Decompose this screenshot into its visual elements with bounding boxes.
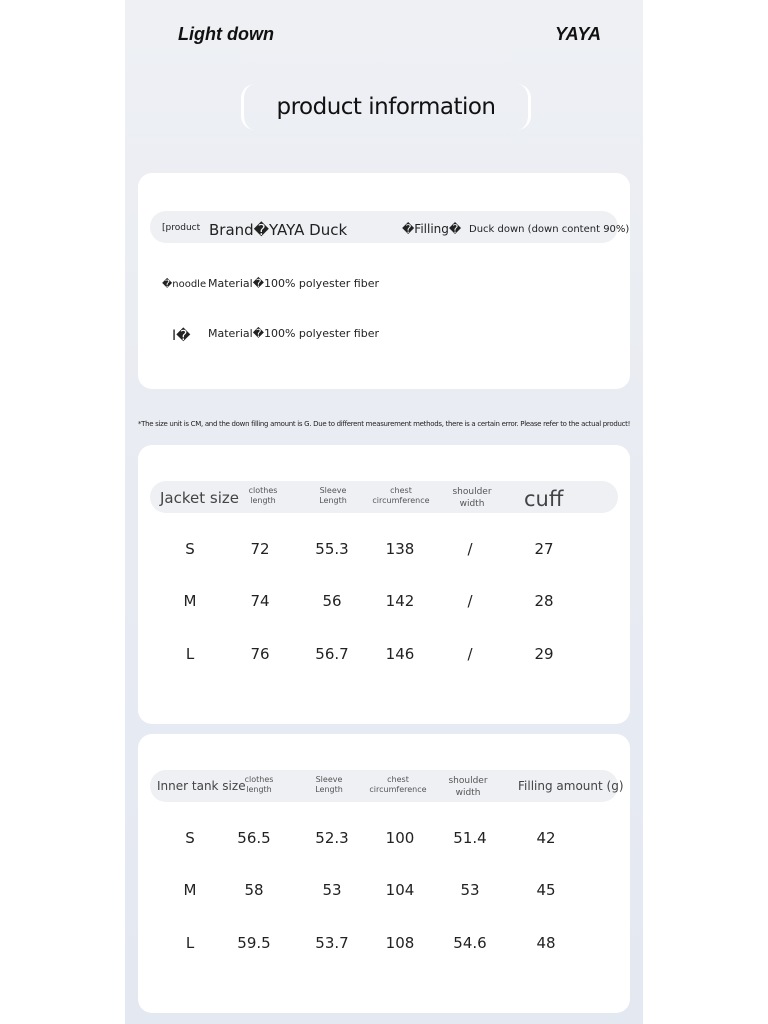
filling-label: �Filling� — [402, 222, 462, 236]
tank-cell: 53.7 — [315, 934, 349, 952]
jacket-header-chest: chest circumference — [372, 486, 430, 505]
tank-header-clothes-length: clothes length — [244, 775, 274, 794]
tank-cell: 56.5 — [237, 829, 271, 847]
jacket-cell: 55.3 — [315, 540, 349, 558]
jacket-cell: S — [185, 540, 195, 558]
tank-cell: 53 — [322, 881, 342, 899]
jacket-cell: 146 — [385, 645, 415, 663]
jacket-cell: 29 — [534, 645, 554, 663]
jacket-cell: / — [467, 592, 473, 610]
tank-cell: 45 — [536, 881, 556, 899]
jacket-cell: 28 — [534, 592, 554, 610]
jacket-cell: 74 — [250, 592, 270, 610]
jacket-cell: 138 — [385, 540, 415, 558]
jacket-cell: 72 — [250, 540, 270, 558]
tank-cell: 59.5 — [237, 934, 271, 952]
tank-cell: 108 — [385, 934, 415, 952]
jacket-cell: M — [183, 592, 197, 610]
info-row1-tag: [product — [162, 223, 201, 233]
tank-cell: 54.6 — [453, 934, 487, 952]
material-value-2: Material�100% polyester fiber — [208, 327, 379, 340]
brand-label-left: Light down — [178, 24, 274, 44]
tank-cell: 48 — [536, 934, 556, 952]
jacket-cell: L — [185, 645, 195, 663]
jacket-cell: 142 — [385, 592, 415, 610]
tank-cell: S — [185, 829, 195, 847]
jacket-cell: / — [467, 645, 473, 663]
info-row2-tag: �noodle — [162, 279, 207, 290]
jacket-header-sleeve-length: Sleeve Length — [319, 486, 347, 505]
jacket-header-clothes-length: clothes length — [248, 486, 278, 505]
jacket-size-title: Jacket size — [160, 489, 239, 507]
tank-header-shoulder: shoulder width — [448, 776, 488, 798]
product-info-card — [138, 173, 630, 389]
page-title: product information — [276, 94, 496, 120]
jacket-header-cuff: cuff — [524, 487, 564, 511]
tank-cell: 104 — [385, 881, 415, 899]
tank-size-title: Inner tank size — [157, 779, 246, 793]
jacket-size-card — [138, 445, 630, 724]
tank-cell: 51.4 — [453, 829, 487, 847]
title-frame — [241, 84, 531, 130]
jacket-cell: 76 — [250, 645, 270, 663]
material-value-1: Material�100% polyester fiber — [208, 277, 379, 290]
tank-cell: M — [183, 881, 197, 899]
tank-cell: 42 — [536, 829, 556, 847]
jacket-cell: 56.7 — [315, 645, 349, 663]
tank-header-filling-amount: Filling amount (g) — [518, 779, 624, 793]
jacket-cell: / — [467, 540, 473, 558]
tank-header-sleeve-length: Sleeve Length — [315, 775, 343, 794]
jacket-cell: 27 — [534, 540, 554, 558]
info-row3-tag: I� — [172, 328, 191, 344]
brand-label-right: YAYA — [554, 24, 601, 44]
jacket-header-shoulder: shoulder width — [452, 487, 492, 509]
inner-tank-size-card — [138, 734, 630, 1013]
brand-value: Brand�YAYA Duck — [209, 221, 348, 239]
tank-cell: 58 — [244, 881, 264, 899]
jacket-cell: 56 — [322, 592, 342, 610]
tank-cell: 52.3 — [315, 829, 349, 847]
tank-cell: L — [185, 934, 195, 952]
filling-value: Duck down (down content 90%) — [469, 224, 630, 235]
tank-cell: 53 — [460, 881, 480, 899]
page-canvas — [125, 0, 643, 1024]
tank-cell: 100 — [385, 829, 415, 847]
tank-header-chest: chest circumference — [369, 775, 427, 794]
size-note: *The size unit is CM, and the down filling amount is G. Due to different measurement methods, there is a certain error. Please refer to the actual product! — [137, 420, 631, 428]
